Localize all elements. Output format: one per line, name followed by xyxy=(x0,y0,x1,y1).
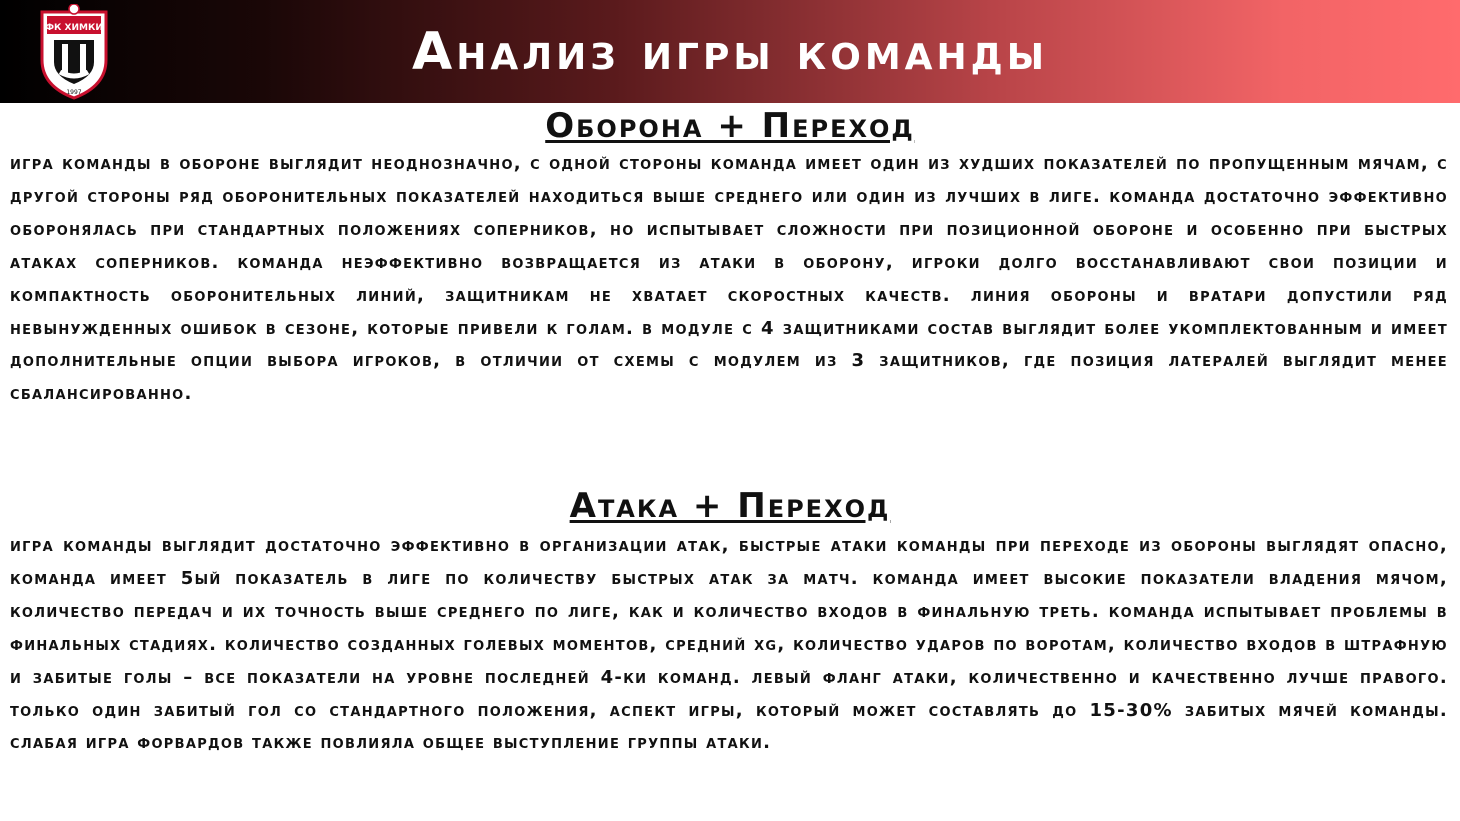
defense-section-title: Оборона + Переход xyxy=(545,106,915,146)
page-title: Анализ игры команды xyxy=(411,22,1048,82)
defense-analysis-text: игра команды в обороне выглядит неоднозначно, с одной стороны команда имеет один из худших показателей по пропущенным мячам, с другой стороны ряд оборонительных показателей находиться выше среднего или один из лучших в лиге. команда достаточно эффективно оборонялась при стандартных положениях соперников, но испытывает сложности при позиционной обороне и особенно при быстрых атаках соперников. команда неэффективно возвращается из атаки в оборону, игроки долго восстанавливают свои позиции и компактность оборонительных линий, защитникам не хватает скоростных качеств. линия обороны и вратари допустили ряд невынужденных ошибок в сезоне, которые привели к голам. в модуле с 4 защитниками состав выглядит более укомплектованным и имеет дополнительные опции выбора игроков, в отличии от схемы с модулем из 3 защитников, где позиция латералей выглядит менее сбалансированно. xyxy=(10,153,1448,405)
header-banner xyxy=(0,0,1460,103)
svg-text:ФК ХИМКИ: ФК ХИМКИ xyxy=(45,23,103,33)
attack-analysis-text: игра команды выглядит достаточно эффективно в организации атак, быстрые атаки команды при переходе из обороны выглядят опасно, команда имеет 5ый показатель в лиге по количеству быстрых атак за матч. команда имеет высокие показатели владения мячом, количество передач и их точность выше среднего по лиге, как и количество входов в финальную треть. команда испытывает проблемы в финальных стадиях. количество созданных голевых моментов, средний xg, количество ударов по воротам, количество входов в штрафную и забитые голы – все показатели на уровне последней 4-ки команд. левый фланг атаки, количественно и качественно лучше правого. только один забитый гол со стандартного положения, аспект игры, который может составлять до 15-30% забитых мячей команды. слабая игра форвардов также повлияла общее выступление группы атаки. xyxy=(10,535,1448,754)
svg-text:1997: 1997 xyxy=(66,89,82,96)
attack-section-title: Атака + Переход xyxy=(569,486,891,526)
